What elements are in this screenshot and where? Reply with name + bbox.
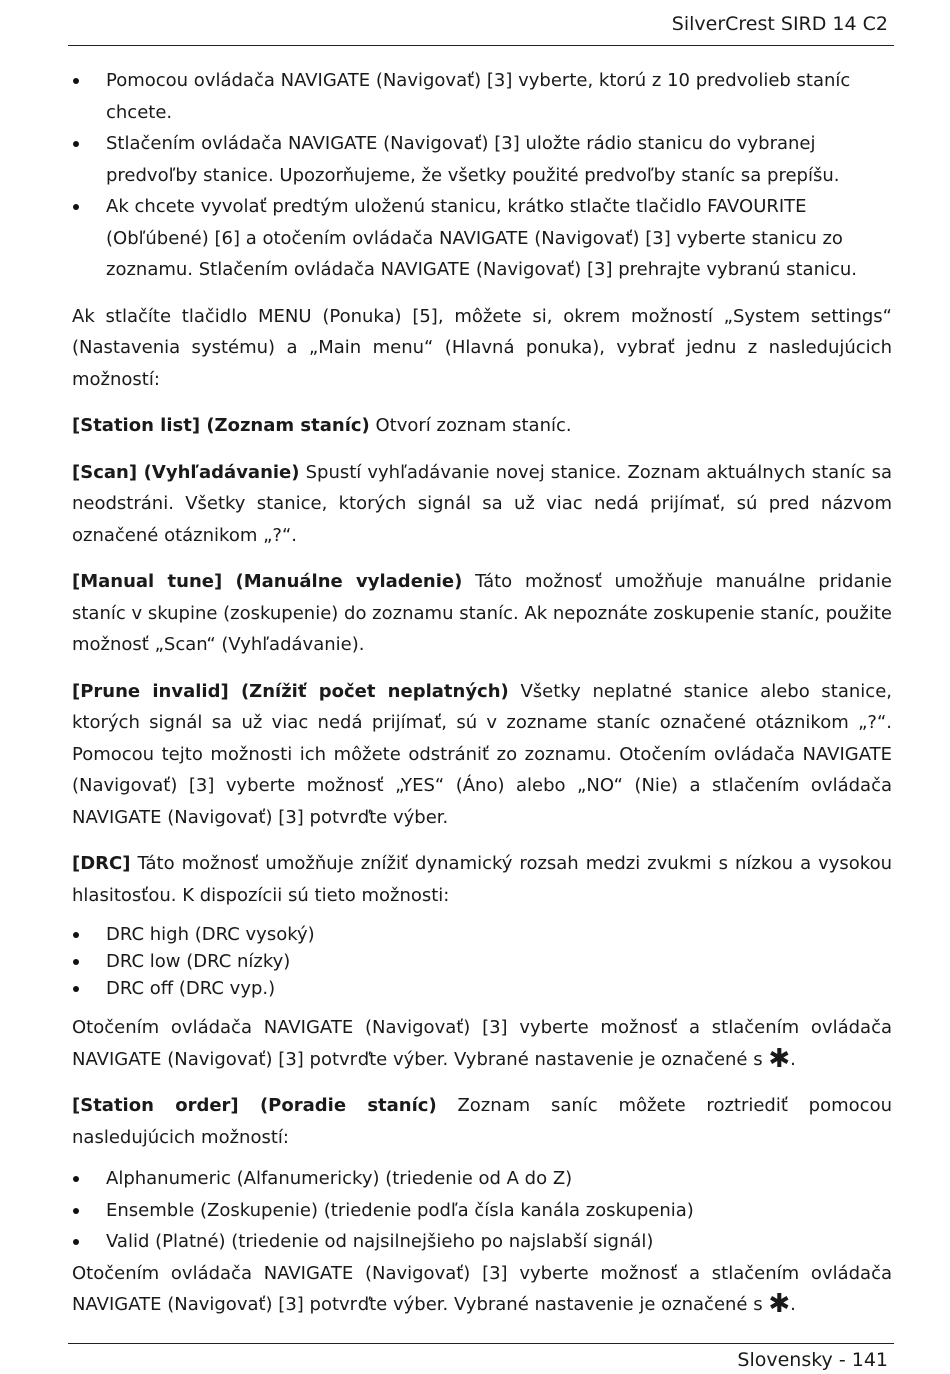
sentence-end: . (790, 1048, 796, 1070)
list-item: Pomocou ovládača NAVIGATE (Navigovať) [3] vyberte, ktorú z 10 predvolieb staníc chcete. (72, 65, 892, 128)
section-text: Zoznam saníc môžete roztriediť pomocou nasledujúcich možností: (72, 1095, 892, 1148)
menu-intro-paragraph: Ak stlačíte tlačidlo MENU (Ponuka) [5], môžete si, okrem možností „System settings“ (Nastavenia systému) a „Main menu“ (Hlavná ponuka), vybrať jednu z nasledujúcich možností: (72, 305, 892, 390)
drc-options-list (72, 921, 892, 1002)
section-title: [DRC] (72, 853, 131, 874)
page-footer: Slovensky - 141 (737, 1349, 888, 1371)
station-order-confirm-paragraph (72, 1258, 892, 1321)
section-drc (72, 848, 892, 911)
section-prune-invalid (72, 676, 892, 834)
section-scan (72, 457, 892, 552)
footer-divider (68, 1343, 894, 1344)
confirm-text: Otočením ovládača NAVIGATE (Navigovať) [3] vyberte možnosť a stlačením ovládača NAVIGATE (Navigovať) [3] potvrďte výber. Vybrané nastavenie je označené s (72, 1262, 892, 1315)
list-item: Valid (Platné) (triedenie od najsilnejšieho po najslabší signál) (72, 1226, 892, 1258)
section-station-order (72, 1090, 892, 1153)
list-item: DRC off (DRC vyp.) (72, 975, 892, 1002)
section-text: Všetky neplatné stanice alebo stanice, ktorých signál sa už viac nedá prijímať, sú v zozname staníc označené otáznikom „?“. Pomocou tejto možnosti ich môžete odstrániť zo zoznamu. Otočením ovládača NAVIGATE (Navigovať) [3] vyberte možnosť „YES“ (Áno) alebo „NO“ (Nie) a stlačením ovládača NAVIGATE (Navigovať) [3] potvrďte výber. (72, 680, 892, 828)
section-title: [Scan] (Vyhľadávanie) (72, 461, 300, 483)
section-station-list (72, 410, 892, 442)
list-item: Ak chcete vyvolať predtým uloženú stanicu, krátko stlačte tlačidlo FAVOURITE (Obľúbené) [6] a otočením ovládača NAVIGATE (Navigovať) [3] vyberte stanicu zo zoznamu. Stlačením ovládača NAVIGATE (Navigovať) [3] prehrajte vybranú stanicu. (72, 191, 892, 286)
section-title: [Prune invalid] (Znížiť počet neplatných) (72, 680, 509, 702)
section-text: Otvorí zoznam staníc. (369, 415, 572, 436)
star-icon: ✱ (768, 1289, 791, 1319)
section-text: Táto možnosť umožňuje manuálne pridanie staníc v skupine (zoskupenie) do zoznamu staníc. Ak nepoznáte zoskupenie staníc, použite možnosť „Scan“ (Vyhľadávanie). (72, 571, 892, 655)
section-manual-tune (72, 566, 892, 661)
section-title: [Manual tune] (Manuálne vyladenie) (72, 571, 463, 592)
section-text: Táto možnosť umožňuje znížiť dynamický rozsah medzi zvukmi s nízkou a vysokou hlasitosťou. K dispozícii sú tieto možnosti: (72, 853, 892, 906)
section-title: [Station order] (Poradie staníc) (72, 1095, 437, 1116)
header-divider (68, 45, 894, 46)
list-item: Alphanumeric (Alfanumericky) (triedenie od A do Z) (72, 1163, 892, 1195)
section-text: Spustí vyhľadávanie novej stanice. Zoznam aktuálnych staníc sa neodstráni. Všetky stanice, ktorých signál sa už viac nedá prijímať, sú pred názvom označené otáznikom „?“. (72, 461, 892, 546)
list-item: DRC low (DRC nízky) (72, 948, 892, 975)
station-order-options-list (72, 1163, 892, 1258)
list-item: DRC high (DRC vysoký) (72, 921, 892, 948)
list-item: Stlačením ovládača NAVIGATE (Navigovať) [3] uložte rádio stanicu do vybranej predvoľby stanice. Upozorňujeme, že všetky použité predvoľby staníc sa prepíšu. (72, 128, 892, 191)
star-icon: ✱ (768, 1043, 791, 1074)
confirm-text: Otočením ovládača NAVIGATE (Navigovať) [3] vyberte možnosť a stlačením ovládača NAVIGATE (Navigovať) [3] potvrďte výber. Vybrané nastavenie je označené s (72, 1017, 892, 1070)
list-item: Ensemble (Zoskupenie) (triedenie podľa čísla kanála zoskupenia) (72, 1195, 892, 1227)
section-title: [Station list] (Zoznam staníc) (72, 415, 370, 436)
drc-confirm-paragraph (72, 1012, 892, 1075)
intro-bullet-list (72, 65, 892, 286)
page-header-title: SilverCrest SIRD 14 C2 (671, 13, 888, 35)
document-body (72, 65, 892, 1321)
sentence-end: . (790, 1294, 796, 1315)
